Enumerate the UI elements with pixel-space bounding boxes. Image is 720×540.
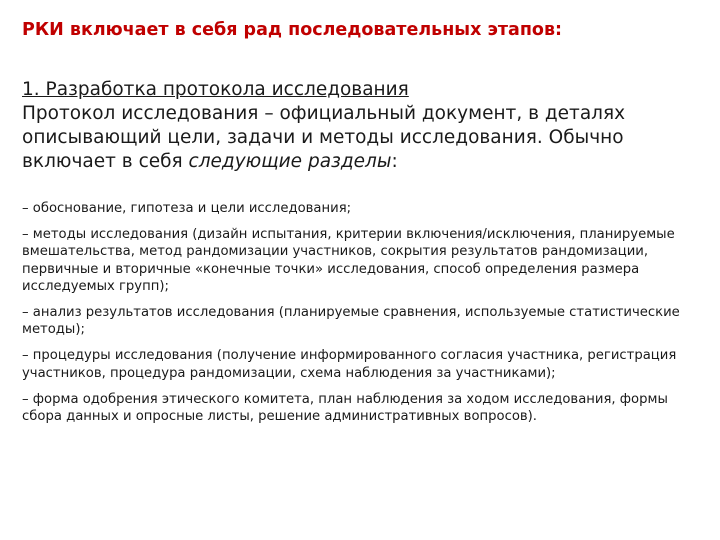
intro-end: : [391,151,398,172]
list-item: – обоснование, гипотеза и цели исследования; [22,201,352,216]
intro-emphasis: следующие разделы [188,151,392,172]
list-item: – форма одобрения этического комитета, план наблюдения за ходом исследования, формы сбора данных и опросные листы, решение административных вопросов). [22,391,668,425]
protocol-sections-list [22,200,706,434]
section-title: 1. Разработка протокола исследования [22,79,409,100]
intro-text: Протокол исследования – официальный документ, в деталях описывающий цели, задачи и методы исследования. Обычно включает в себя [22,103,626,172]
list-item: – методы исследования (дизайн испытания, критерии включения/исключения, планируемые вмешательства, метод рандомизации участников, сокрытия результатов рандомизации, первичные и вторичные «конечные точки» исследования, способ определения размера исследуемых групп); [22,226,675,295]
list-item: – анализ результатов исследования (планируемые сравнения, используемые статистические методы); [22,305,680,338]
protocol-section [22,78,702,174]
top-rule [0,0,720,6]
slide-heading: РКИ включает в себя рад последовательных этапов: [22,20,563,40]
list-item: – процедуры исследования (получение информированного согласия участника, регистрация участников, процедура рандомизации, схема наблюдения за участниками); [22,348,677,381]
section-intro [22,102,702,174]
